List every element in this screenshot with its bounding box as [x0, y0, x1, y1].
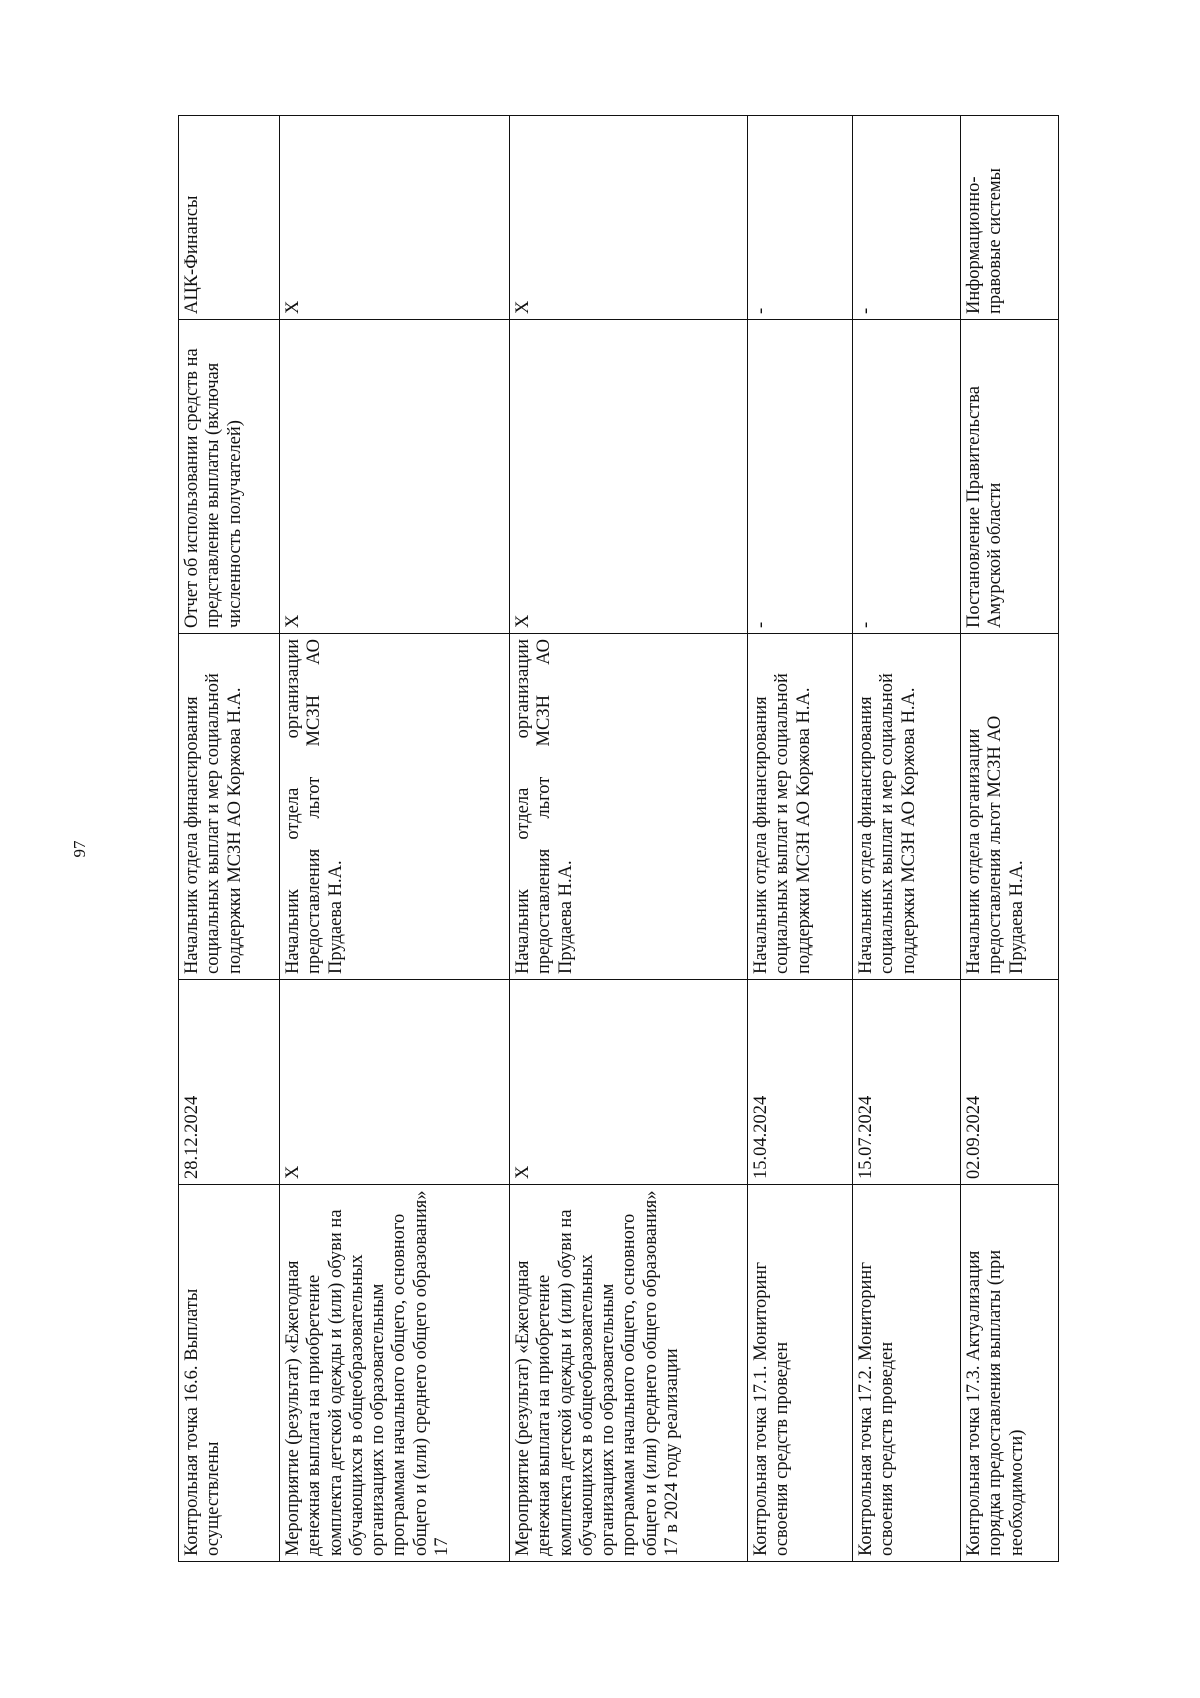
cell-responsible: Начальник отдела финансирования социальных выплат и мер социальной поддержки МСЗН АО Коржова Н.А.: [179, 634, 280, 980]
cell-date: 15.07.2024: [853, 980, 961, 1185]
cell-responsible: Начальник отдела финансирования социальных выплат и мер социальной поддержки МСЗН АО Коржова Н.А.: [853, 634, 961, 980]
table-row: [179, 116, 280, 1562]
cell-document: Х: [280, 320, 510, 634]
table-row: [280, 116, 510, 1562]
cell-document: Х: [510, 320, 748, 634]
cell-name: Мероприятие (результат) «Ежегодная денежная выплата на приобретение комплекта детской одежды и (или) обуви на обучающихся в общеобразовательных организациях по образовательным программам начального общего, основного общего и (или) среднего общего образования» 17 в 2024 году реализации: [510, 1185, 748, 1562]
rotated-table-container: [178, 116, 1058, 1562]
cell-document: -: [853, 320, 961, 634]
table-row: [961, 116, 1059, 1562]
cell-system: АЦК-Финансы: [179, 116, 280, 320]
cell-name: Мероприятие (результат) «Ежегодная денежная выплата на приобретение комплекта детской одежды и (или) обуви на обучающихся в общеобразовательных организациях по образовательным программам начального общего, основного общего и (или) среднего общего образования» 17: [280, 1185, 510, 1562]
cell-date: 02.09.2024: [961, 980, 1059, 1185]
cell-date: Х: [510, 980, 748, 1185]
schedule-table: [178, 115, 1059, 1562]
cell-responsible: Начальник отдела организации предоставления льгот МСЗН АО Прудаева Н.А.: [280, 634, 510, 980]
cell-responsible: Начальник отдела организации предоставления льгот МСЗН АО Прудаева Н.А.: [510, 634, 748, 980]
cell-system: Х: [280, 116, 510, 320]
cell-document: Отчет об использовании средств на представление выплаты (включая численность получателей): [179, 320, 280, 634]
cell-date: 15.04.2024: [748, 980, 853, 1185]
cell-date: Х: [280, 980, 510, 1185]
cell-name: Контрольная точка 17.1. Мониторинг освоения средств проведен: [748, 1185, 853, 1562]
cell-date: 28.12.2024: [179, 980, 280, 1185]
cell-system: Информационно-правовые системы: [961, 116, 1059, 320]
cell-responsible: Начальник отдела финансирования социальных выплат и мер социальной поддержки МСЗН АО Коржова Н.А.: [748, 634, 853, 980]
cell-responsible: Начальник отдела организации предоставления льгот МСЗН АО Прудаева Н.А.: [961, 634, 1059, 980]
table-row: [748, 116, 853, 1562]
cell-document: Постановление Правительства Амурской области: [961, 320, 1059, 634]
cell-system: -: [853, 116, 961, 320]
cell-system: Х: [510, 116, 748, 320]
cell-name: Контрольная точка 17.3. Актуализация порядка предоставления выплаты (при необходимости): [961, 1185, 1059, 1562]
table-row: [510, 116, 748, 1562]
cell-name: Контрольная точка 16.6. Выплаты осуществлены: [179, 1185, 280, 1562]
table-row: [853, 116, 961, 1562]
cell-name: Контрольная точка 17.2. Мониторинг освоения средств проведен: [853, 1185, 961, 1562]
cell-system: -: [748, 116, 853, 320]
cell-document: -: [748, 320, 853, 634]
page-number: 97: [70, 840, 89, 858]
